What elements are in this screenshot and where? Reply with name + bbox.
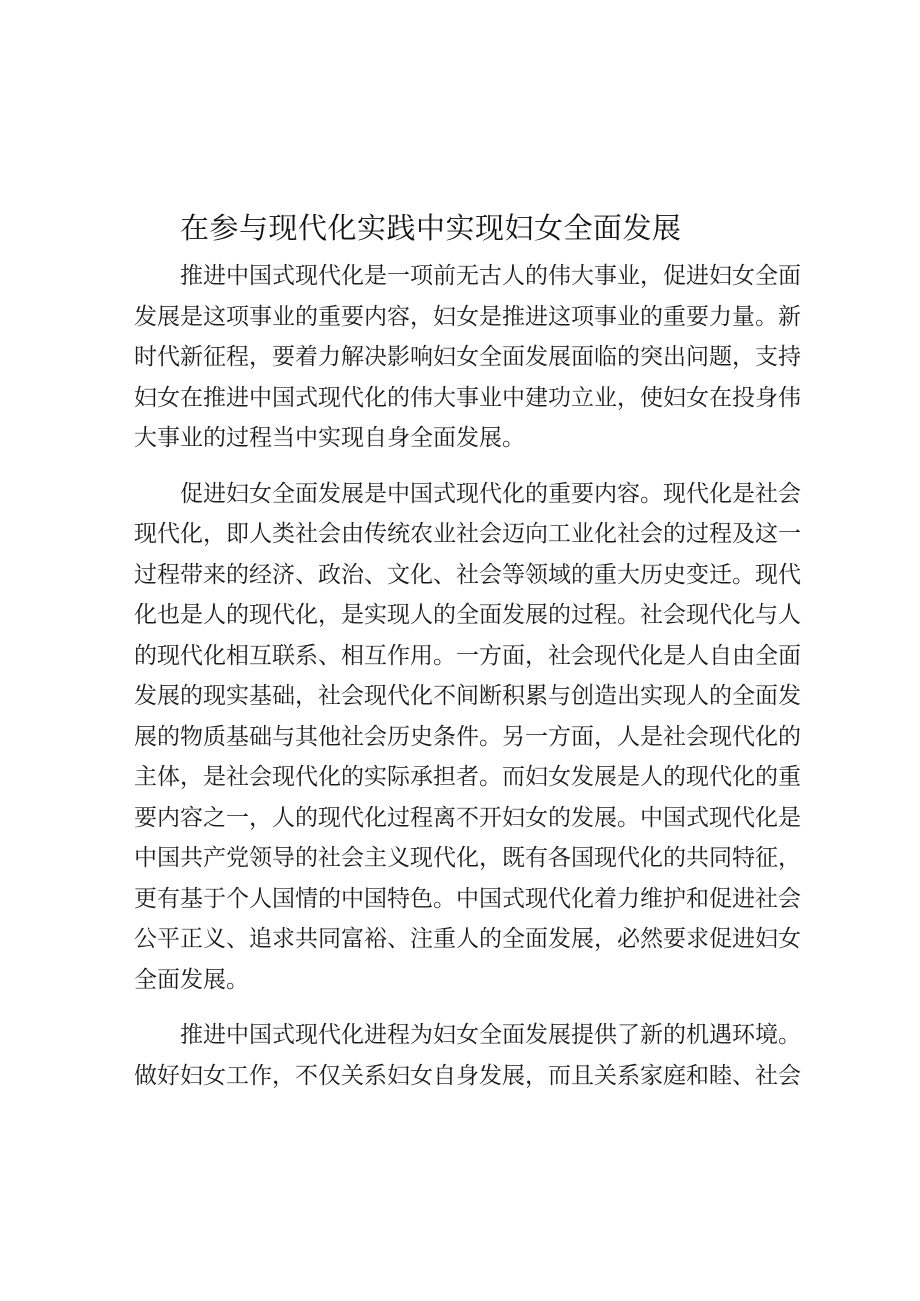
document-body [134, 256, 801, 1111]
document-title: 在参与现代化实践中实现妇女全面发展 [180, 211, 682, 245]
paragraph: 推进中国式现代化进程为妇女全面发展提供了新的机遇环境。做好妇女工作，不仅关系妇女自身发展，而且关系家庭和睦、社会 [134, 1022, 801, 1089]
paragraph: 推进中国式现代化是一项前无古人的伟大事业，促进妇女全面发展是这项事业的重要内容，妇女是推进这项事业的重要力量。新时代新征程，要着力解决影响妇女全面发展面临的突出问题，支持妇女在推进中国式现代化的伟大事业中建功立业，使妇女在投身伟大事业的过程当中实现自身全面发展。 [134, 263, 801, 451]
paragraph: 促进妇女全面发展是中国式现代化的重要内容。现代化是社会现代化，即人类社会由传统农业社会迈向工业化社会的过程及这一过程带来的经济、政治、文化、社会等领域的重大历史变迁。现代化也是人的现代化，是实现人的全面发展的过程。社会现代化与人的现代化相互联系、相互作用。一方面，社会现代化是人自由全面发展的现实基础，社会现代化不间断积累与创造出实现人的全面发展的物质基础与其他社会历史条件。另一方面，人是社会现代化的主体，是社会现代化的实际承担者。而妇女发展是人的现代化的重要内容之一，人的现代化过程离不开妇女的发展。中国式现代化是中国共产党领导的社会主义现代化，既有各国现代化的共同特征，更有基于个人国情的中国特色。中国式现代化着力维护和促进社会公平正义、追求共同富裕、注重人的全面发展，必然要求促进妇女全面发展。 [134, 480, 801, 993]
